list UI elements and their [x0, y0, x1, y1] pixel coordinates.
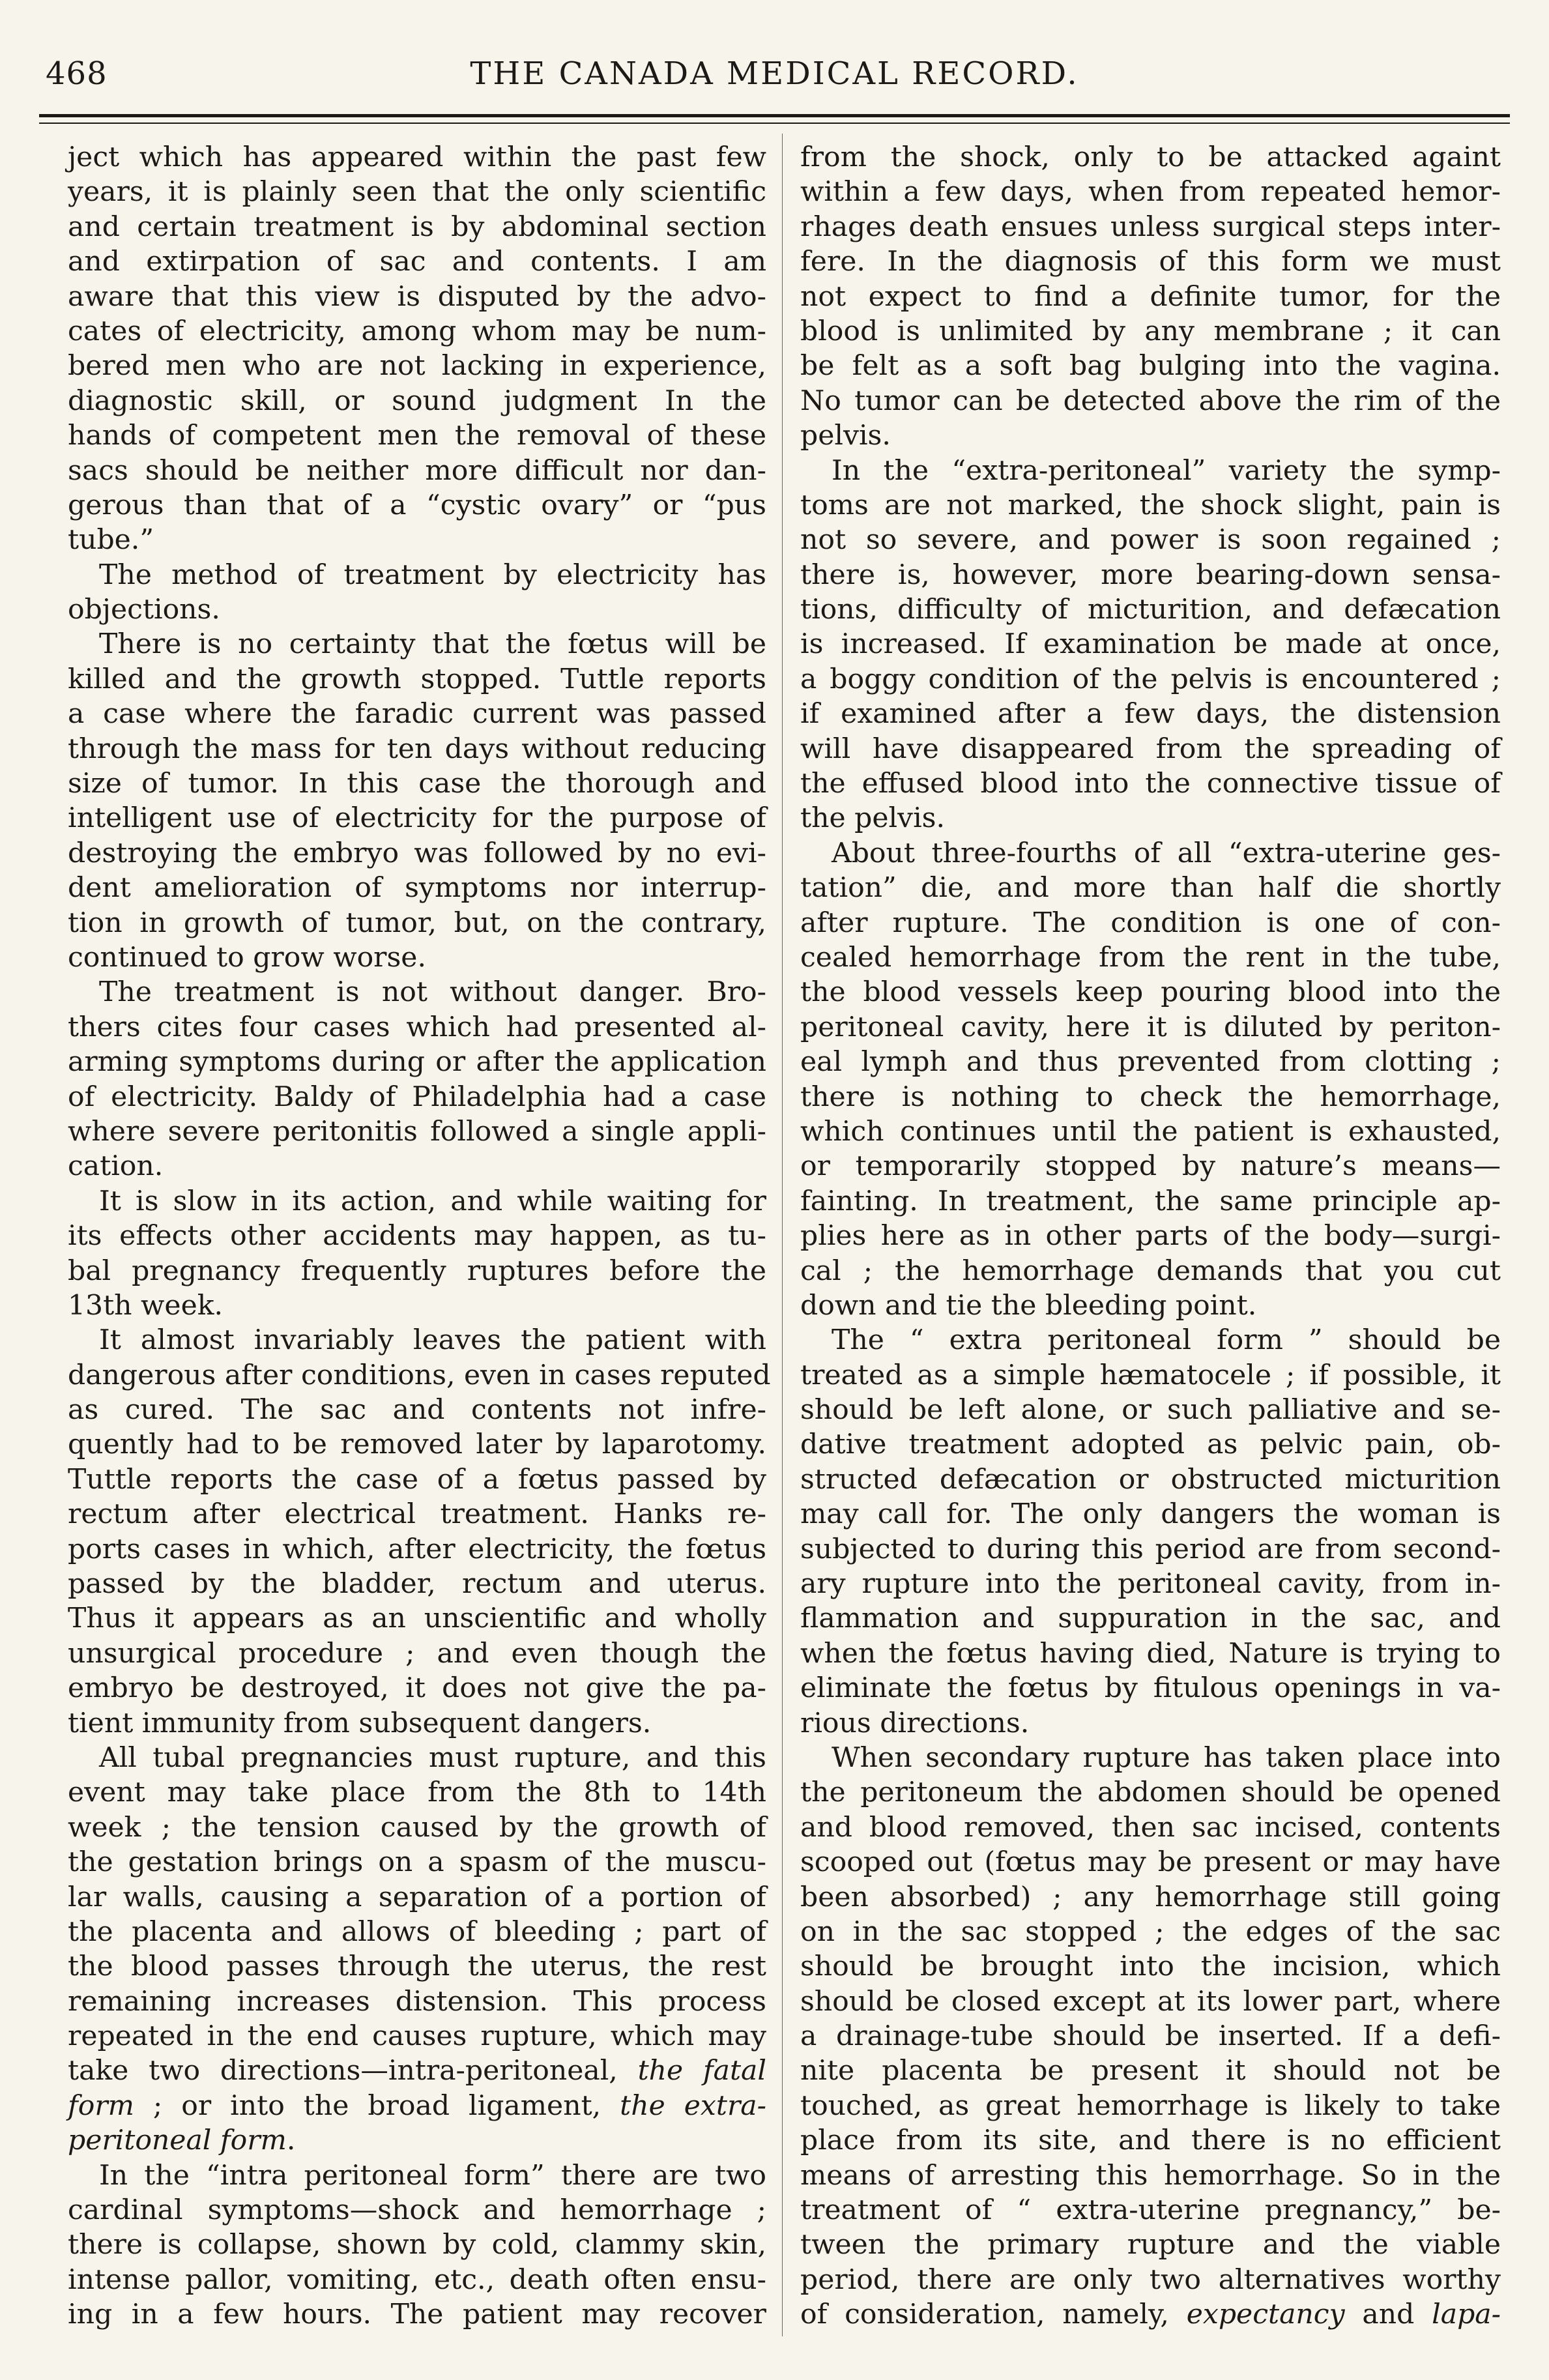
text-line [68, 766, 766, 801]
text-line [800, 940, 1501, 975]
text-line [800, 1393, 1501, 1427]
journal-title: THE CANADA MEDICAL RECORD. [470, 55, 1079, 92]
line-text: cal ; the hemorrhage demands that you cut [800, 1255, 1501, 1287]
text-line [68, 454, 766, 488]
line-text: the pelvis. [800, 802, 945, 835]
text-line [68, 280, 766, 314]
line-text: About three-fourths of all “extra-uterine ges- [832, 837, 1501, 869]
text-line [68, 558, 766, 592]
text-line [68, 2053, 766, 2088]
text-line [68, 1323, 766, 1357]
text-line [68, 940, 766, 975]
line-text: gerous than that of a “cystic ovary” or “pus [68, 489, 766, 521]
line-text: from the shock, only to be attacked againt [800, 141, 1501, 173]
line-text: plies here as in other parts of the body—surgi- [800, 1220, 1501, 1253]
text-line [68, 1288, 766, 1323]
text-line [800, 592, 1501, 627]
text-line [800, 1706, 1501, 1741]
line-text: The treatment is not without danger. Bro- [99, 976, 766, 1009]
text-line [68, 592, 766, 627]
line-text: treated as a simple hæmatocele ; if possible, it [800, 1359, 1501, 1391]
line-text: a drainage-tube should be inserted. If a defi- [800, 2020, 1501, 2053]
text-line [68, 1741, 766, 1775]
line-text: It is slow in its action, and while waiting for [99, 1185, 766, 1217]
line-text: unsurgical procedure ; and even though the [68, 1637, 766, 1670]
text-line [68, 244, 766, 279]
line-text: place from its site, and there is no efficient [800, 2125, 1501, 2157]
line-text: In the “extra-peritoneal” variety the symp- [832, 454, 1501, 487]
line-text: be felt as a soft bag bulging into the vagina. [800, 350, 1501, 383]
line-text: tation” die, and more than half die shortly [800, 872, 1501, 905]
text-line [800, 1810, 1501, 1845]
line-text: intense pallor, vomiting, etc., death often ensu- [68, 2263, 766, 2296]
line-italic-text: peritoneal form [68, 2125, 287, 2157]
line-text: Tuttle reports the case of a fœtus passed by [68, 1463, 766, 1496]
line-text: tient immunity from subsequent dangers. [68, 1707, 652, 1739]
text-line [68, 1219, 766, 1253]
text-line [68, 1010, 766, 1045]
line-text: its effects other accidents may happen, as tu- [68, 1220, 766, 1253]
line-text: on in the sac stopped ; the edges of the sac [800, 1915, 1501, 1948]
text-line [68, 488, 766, 523]
line-text: fainting. In treatment, the same principle ap- [800, 1185, 1501, 1217]
text-line [800, 2228, 1501, 2262]
line-text: will have disappeared from the spreading of [800, 733, 1501, 765]
line-text: structed defæcation or obstructed micturition [800, 1463, 1501, 1496]
line-text: passed by the bladder, rectum and uterus. [68, 1568, 766, 1601]
line-text: where severe peritonitis followed a single appli- [68, 1115, 766, 1148]
page-header [46, 55, 1503, 108]
line-text: aware that this view is disputed by the advo- [68, 280, 766, 313]
line-text: No tumor can be detected above the rim of the [800, 385, 1501, 417]
text-line [68, 627, 766, 661]
text-line [800, 732, 1501, 766]
header-rule-thin [39, 123, 1510, 124]
text-line [800, 2019, 1501, 2053]
line-text: the blood passes through the uterus, the rest [68, 1951, 766, 1983]
text-line [68, 349, 766, 383]
line-text: flammation and suppuration in the sac, and [800, 1603, 1501, 1635]
text-line [68, 1775, 766, 1810]
left-column [68, 140, 771, 2332]
line-text: and blood removed, then sac incised, contents [800, 1811, 1501, 1844]
text-line [800, 280, 1501, 314]
text-line [68, 2263, 766, 2297]
line-text: ing in a few hours. The patient may recover [68, 2299, 766, 2331]
text-line [68, 1358, 771, 1393]
text-line [800, 244, 1501, 279]
text-line [800, 1671, 1501, 1705]
line-text: size of tumor. In this case the thorough and [68, 768, 766, 800]
line-text: lar walls, causing a separation of a portion of [68, 1881, 766, 1913]
line-text: as cured. The sac and contents not infre- [68, 1394, 766, 1427]
text-line [68, 1080, 766, 1114]
text-line [68, 1462, 766, 1497]
line-text: All tubal pregnancies must rupture, and this [99, 1741, 766, 1774]
line-text: or temporarily stopped by nature’s means— [800, 1150, 1501, 1183]
text-line [800, 2053, 1501, 2088]
text-line [68, 1601, 766, 1636]
text-line [68, 1393, 766, 1427]
text-line [68, 975, 766, 1009]
text-line [800, 175, 1501, 209]
text-line [68, 2158, 766, 2193]
line-text: Thus it appears as an unscientific and wholly [68, 1603, 766, 1635]
line-text: destroying the embryo was followed by no evi- [68, 837, 766, 869]
line-text: eal lymph and thus prevented from clotting ; [800, 1046, 1501, 1079]
line-text: tube.” [68, 524, 154, 557]
line-text: means of arresting this hemorrhage. So in the [800, 2159, 1501, 2192]
line-text: dent amelioration of symptoms nor interrup- [68, 872, 766, 905]
header-rule [39, 114, 1510, 117]
text-line [800, 488, 1501, 523]
text-line [800, 1775, 1501, 1810]
text-line [800, 384, 1501, 418]
line-text: hands of competent men the removal of these [68, 420, 766, 452]
text-line [800, 1915, 1501, 1949]
line-text: there is, however, more bearing-down sensa- [800, 559, 1501, 591]
line-text: remaining increases distension. This process [68, 1985, 766, 2018]
line-text: dangerous after conditions, even in cases reputed [68, 1359, 771, 1391]
text-line [800, 1567, 1501, 1601]
line-text: diagnostic skill, or sound judgment In the [68, 385, 766, 417]
column-divider [782, 134, 783, 2336]
text-line [800, 1949, 1501, 1984]
text-line [68, 662, 766, 697]
line-text: ports cases in which, after electricity, the fœtus [68, 1533, 766, 1565]
line-italic-text: the fatal [637, 2055, 766, 2087]
text-line [800, 1288, 1501, 1323]
line-text: rious directions. [800, 1707, 1030, 1739]
text-line [68, 1880, 766, 1915]
text-line [68, 1532, 766, 1567]
text-line [800, 2158, 1501, 2193]
text-line [800, 1497, 1501, 1531]
text-line [800, 1323, 1501, 1357]
text-line [800, 627, 1501, 661]
line-text: should be closed except at its lower part, where [800, 1985, 1501, 2018]
line-text: toms are not marked, the shock slight, pain is [800, 489, 1501, 521]
line-text: peritoneal cavity, here it is diluted by periton- [800, 1011, 1501, 1043]
text-line [68, 1845, 766, 1879]
line-text: subjected to during this period are from second- [800, 1533, 1501, 1565]
text-line [800, 1045, 1501, 1079]
text-line [68, 2123, 766, 2158]
text-line [800, 1219, 1501, 1253]
page-number: 468 [46, 55, 108, 92]
line-text: tions, difficulty of micturition, and defæcation [800, 594, 1501, 626]
line-italic-text: form [68, 2089, 134, 2122]
text-line [68, 1810, 766, 1845]
text-line [68, 871, 766, 905]
line-text: a case where the faradic current was passed [68, 698, 766, 731]
line-text: repeated in the end causes rupture, which may [68, 2020, 766, 2053]
text-line [68, 2297, 766, 2332]
line-text: embryo be destroyed, it does not give the pa- [68, 1672, 766, 1705]
text-line [800, 1149, 1501, 1183]
line-text: intelligent use of electricity for the purpose of [68, 802, 766, 835]
text-line [68, 140, 766, 175]
line-text: the blood vessels keep pouring blood into the [800, 976, 1501, 1009]
text-line [68, 418, 766, 453]
line-text: the gestation brings on a spasm of the muscu- [68, 1846, 766, 1879]
text-line [800, 906, 1501, 940]
text-line [68, 314, 766, 349]
text-line [68, 1706, 766, 1741]
line-text: bered men who are not lacking in experience, [68, 350, 766, 383]
line-text: should be left alone, or such palliative and se- [800, 1394, 1501, 1427]
line-text: the peritoneum the abdomen should be opened [800, 1777, 1501, 1809]
line-text: there is collapse, shown by cold, clammy skin, [68, 2229, 766, 2261]
text-line [68, 2019, 766, 2053]
line-text: The “ extra peritoneal form ” should be [832, 1324, 1501, 1357]
line-text: may call for. The only dangers the woman is [800, 1498, 1501, 1531]
line-text: if examined after a few days, the distension [800, 698, 1501, 731]
line-text: is increased. If examination be made at once, [800, 628, 1501, 661]
line-text: a boggy condition of the pelvis is encountered ; [800, 663, 1501, 695]
text-line [68, 2228, 766, 2262]
line-text: and extirpation of sac and contents. I am [68, 246, 766, 278]
line-text: the effused blood into the connective tissue of [800, 768, 1501, 800]
line-text: arming symptoms during or after the application [68, 1046, 766, 1079]
line-text: week ; the tension caused by the growth of [68, 1811, 766, 1844]
text-line [68, 210, 766, 244]
line-text: tion in growth of tumor, but, on the contrary, [68, 907, 766, 939]
text-line [800, 1427, 1501, 1462]
line-text: not so severe, and power is soon regained ; [800, 524, 1501, 557]
text-line [800, 349, 1501, 383]
line-text: cation. [68, 1150, 164, 1183]
line-text: years, it is plainly seen that the only scientific [68, 176, 766, 209]
text-line [68, 2193, 766, 2228]
line-text: 13th week. [68, 1289, 223, 1322]
text-line [68, 732, 766, 766]
text-line [800, 662, 1501, 697]
line-text: been absorbed) ; any hemorrhage still going [800, 1881, 1501, 1913]
line-text: In the “intra peritoneal form” there are two [99, 2159, 766, 2192]
line-text: The method of treatment by electricity has [99, 559, 766, 591]
line-text: rectum after electrical treatment. Hanks re- [68, 1498, 766, 1531]
text-line [800, 314, 1501, 349]
text-line [800, 1010, 1501, 1045]
text-line [68, 384, 766, 418]
text-line [800, 1080, 1501, 1114]
line-text: of consideration, namely, [800, 2299, 1187, 2331]
line-text: bal pregnancy frequently ruptures before the [68, 1255, 766, 1287]
text-line [68, 1984, 766, 2019]
text-line [68, 1045, 766, 1079]
text-line [68, 1149, 766, 1183]
line-text: continued to grow worse. [68, 941, 426, 974]
line-text: killed and the growth stopped. Tuttle reports [68, 663, 766, 695]
line-text: ary rupture into the peritoneal cavity, from in- [800, 1568, 1501, 1601]
line-text: It almost invariably leaves the patient with [99, 1324, 766, 1357]
line-text: fere. In the diagnosis of this form we must [800, 246, 1501, 278]
text-line [68, 1427, 766, 1462]
line-text: should be brought into the incision, which [800, 1951, 1501, 1983]
text-line [800, 766, 1501, 801]
text-line [800, 523, 1501, 557]
text-line [68, 523, 766, 557]
text-line [800, 975, 1501, 1009]
text-line [800, 1114, 1501, 1149]
right-column [800, 140, 1501, 2332]
line-text: of electricity. Baldy of Philadelphia had a case [68, 1081, 766, 1113]
text-line [68, 1497, 766, 1531]
line-italic-text: lapa- [1432, 2299, 1501, 2331]
text-line [68, 1949, 766, 1984]
text-line [800, 1984, 1501, 2019]
line-text: there is nothing to check the hemorrhage, [800, 1081, 1501, 1113]
text-line [800, 1184, 1501, 1219]
text-line [800, 558, 1501, 592]
text-line [68, 1671, 766, 1705]
line-text: cardinal symptoms—shock and hemorrhage ; [68, 2194, 766, 2227]
text-line [800, 1358, 1501, 1393]
text-line [68, 1184, 766, 1219]
text-line [68, 2089, 766, 2123]
text-line [68, 1915, 766, 1949]
text-line [68, 836, 766, 871]
text-line [800, 210, 1501, 244]
line-text: dative treatment adopted as pelvic pain, ob- [800, 1429, 1501, 1461]
line-text: sacs should be neither more difficult nor dan- [68, 454, 766, 487]
text-line [68, 175, 766, 209]
line-text: within a few days, when from repeated hemor- [800, 176, 1501, 209]
line-text: the placenta and allows of bleeding ; part of [68, 1915, 766, 1948]
line-text: after rupture. The condition is one of con- [800, 907, 1501, 939]
line-text: and certain treatment is by abdominal section [68, 210, 766, 243]
line-text: down and tie the bleeding point. [800, 1289, 1257, 1322]
text-line [68, 906, 766, 940]
line-text-after: ; or into the broad ligament, [134, 2089, 620, 2122]
line-text: not expect to find a definite tumor, for the [800, 280, 1501, 313]
text-line [68, 801, 766, 835]
line-text: event may take place from the 8th to 14th [68, 1777, 766, 1809]
line-text: cealed hemorrhage from the rent in the tube, [800, 941, 1501, 974]
line-text: treatment of “ extra-uterine pregnancy,” be- [800, 2194, 1501, 2227]
text-line [800, 2297, 1501, 2332]
line-text: nite placenta be present it should not be [800, 2055, 1501, 2087]
text-line [800, 2193, 1501, 2228]
text-line [68, 1254, 766, 1288]
text-line [68, 1114, 766, 1149]
line-text-after: . [286, 2125, 296, 2157]
line-text: pelvis. [800, 420, 891, 452]
line-text: touched, as great hemorrhage is likely to take [800, 2089, 1501, 2122]
text-line [800, 697, 1501, 731]
text-line [800, 1532, 1501, 1567]
text-line [800, 140, 1501, 175]
line-text: quently had to be removed later by laparotomy. [68, 1429, 766, 1461]
text-line [800, 2089, 1501, 2123]
line-text: which continues until the patient is exhausted, [800, 1115, 1501, 1148]
line-text: cates of electricity, among whom may be num- [68, 315, 766, 347]
line-text: period, there are only two alternatives worthy [800, 2263, 1501, 2296]
line-text: thers cites four cases which had presented al- [68, 1011, 766, 1043]
line-text: through the mass for ten days without reducing [68, 733, 766, 765]
line-text: When secondary rupture has taken place into [832, 1741, 1501, 1774]
line-text: objections. [68, 594, 220, 626]
line-text: take two directions—intra-peritoneal, [68, 2055, 638, 2087]
text-line [800, 454, 1501, 488]
line-text: when the fœtus having died, Nature is trying to [800, 1637, 1501, 1670]
text-line [68, 697, 766, 731]
line-text: tween the primary rupture and the viable [800, 2229, 1501, 2261]
text-line [800, 1741, 1501, 1775]
text-line [800, 836, 1501, 871]
line-text-after: and [1344, 2299, 1432, 2331]
text-line [800, 1845, 1501, 1879]
line-italic-text: expectancy [1186, 2299, 1345, 2331]
line-text: blood is unlimited by any membrane ; it can [800, 315, 1501, 347]
line-italic-text: the extra- [620, 2089, 766, 2122]
text-line [68, 1636, 766, 1671]
line-text: There is no certainty that the fœtus will be [99, 628, 766, 661]
text-line [800, 1880, 1501, 1915]
line-text: scooped out (fœtus may be present or may have [800, 1846, 1501, 1879]
line-text: rhages death ensues unless surgical steps inter- [800, 210, 1501, 243]
text-line [800, 1462, 1501, 1497]
text-line [800, 1601, 1501, 1636]
text-line [800, 1636, 1501, 1671]
text-line [800, 418, 1501, 453]
text-line [800, 801, 1501, 835]
line-text: ject which has appeared within the past few [68, 141, 766, 173]
text-line [68, 1567, 766, 1601]
text-line [800, 2123, 1501, 2158]
text-line [800, 871, 1501, 905]
line-text: eliminate the fœtus by fitulous openings in va- [800, 1672, 1501, 1705]
text-line [800, 1254, 1501, 1288]
text-line [800, 2263, 1501, 2297]
